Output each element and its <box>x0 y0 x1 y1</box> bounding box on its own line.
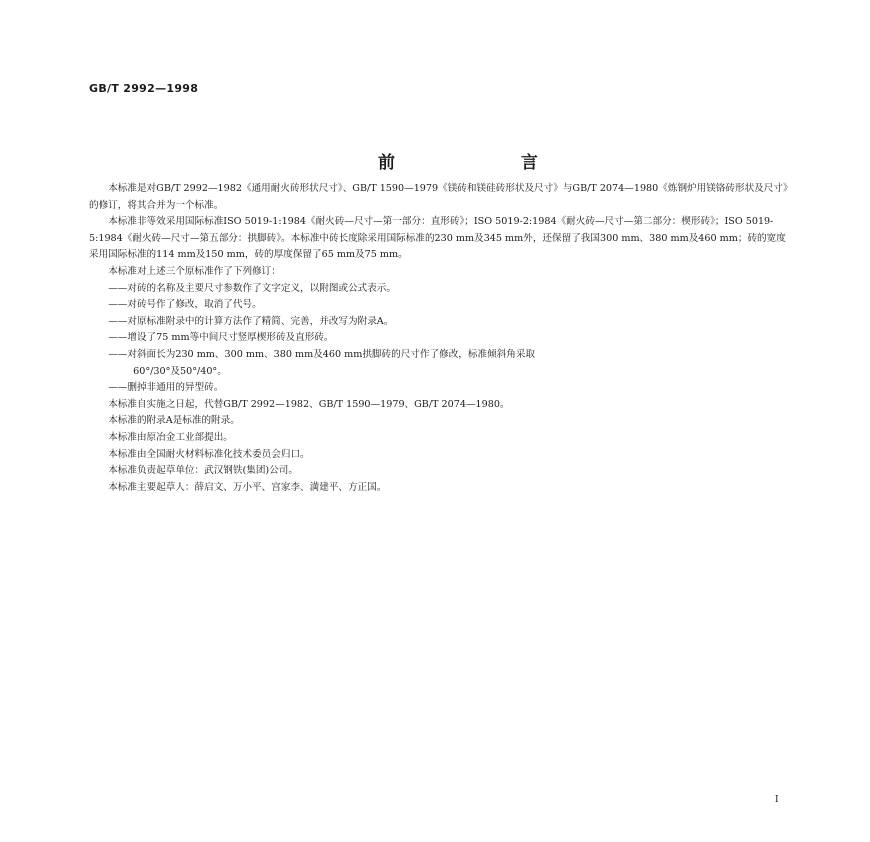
page-title: 前 言 <box>378 153 598 173</box>
paragraph: 本标准由原冶金工业部提出。 <box>108 431 233 443</box>
list-item: ——对砖的名称及主要尺寸参数作了文字定义，以附图或公式表示。 <box>108 282 396 294</box>
page-number: I <box>775 795 779 805</box>
paragraph: 本标准主要起草人：薛启文、万小平、宫家李、満建平、方正国。 <box>108 481 387 493</box>
paragraph: 本标准自实施之日起，代替GB/T 2992—1982、GB/T 1590—1979、GB/T 2074—1980。 <box>108 398 510 410</box>
paragraph: 本标准负责起草单位：武汉钢铁(集团)公司。 <box>108 465 298 477</box>
standard-code: GB/T 2992—1998 <box>89 82 199 95</box>
list-item: ——对斜面长为230 mm、300 mm、380 mm及460 mm拱脚砖的尺寸作了修改，标准倾斜角采取 <box>108 348 536 360</box>
paragraph: 本标准的附录A是标准的附录。 <box>108 415 240 427</box>
paragraph: 本标准是对GB/T 2992—1982《通用耐火砖形状尺寸》、GB/T 1590—1979《镁砖和镁硅砖形状及尺寸》与GB/T 2074—1980《炼钢炉用镁铬砖形状及尺寸》的修订，将其合并为一个标准。 <box>89 183 793 211</box>
list-item-continuation: 60°/30°及50°/40°。 <box>133 365 227 377</box>
paragraph: 本标准由全国耐火材料标准化技术委员会归口。 <box>108 448 310 460</box>
list-item: ——增设了75 mm等中间尺寸竖厚楔形砖及直形砖。 <box>108 332 334 344</box>
foreword-body <box>89 181 795 496</box>
list-item: ——删掉非通用的异型砖。 <box>108 382 224 394</box>
list-item: ——对原标准附录中的计算方法作了精简、完善，并改写为附录A。 <box>108 315 394 327</box>
paragraph: 本标准非等效采用国际标准ISO 5019-1:1984《耐火砖—尺寸—第一部分：直形砖》；ISO 5019-2:1984《耐火砖—尺寸—第二部分：楔形砖》；ISO 5019-5:1984《耐火砖—尺寸—第五部分：拱脚砖》。本标准中砖长度除采用国际标准的230 mm及345 mm外，还保留了我国300 mm、380 mm及460 mm；砖的宽度采用国际标准的114 mm及150 mm，砖的厚度保留了65 mm及75 mm。 <box>89 216 786 261</box>
paragraph: 本标准对上述三个原标准作了下列修订： <box>108 265 281 277</box>
list-item: ——对砖号作了修改，取消了代号。 <box>108 299 262 311</box>
